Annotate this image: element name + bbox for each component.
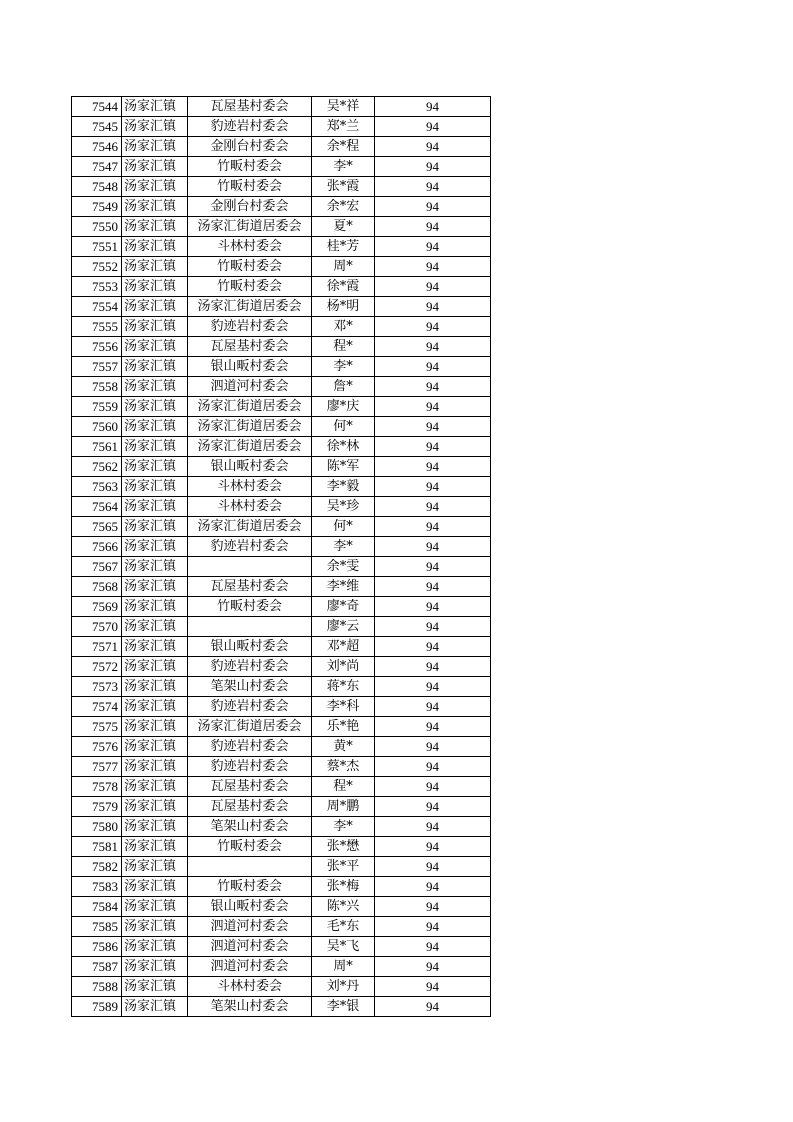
- table-row: [72, 297, 491, 317]
- table-row: [72, 377, 491, 397]
- town-cell: 汤家汇镇: [122, 477, 188, 497]
- town-cell: 汤家汇镇: [122, 357, 188, 377]
- name-cell: 廖*庆: [312, 397, 375, 417]
- table-body: [72, 97, 491, 1017]
- score-cell: 94: [375, 597, 491, 617]
- score-cell: 94: [375, 437, 491, 457]
- town-cell: 汤家汇镇: [122, 417, 188, 437]
- row-number-cell: 7565: [72, 517, 122, 537]
- score-cell: 94: [375, 117, 491, 137]
- town-cell: 汤家汇镇: [122, 277, 188, 297]
- table-row: [72, 177, 491, 197]
- name-cell: 廖*奇: [312, 597, 375, 617]
- row-number-cell: 7569: [72, 597, 122, 617]
- name-cell: 徐*林: [312, 437, 375, 457]
- name-cell: 余*雯: [312, 557, 375, 577]
- town-cell: 汤家汇镇: [122, 957, 188, 977]
- row-number-cell: 7572: [72, 657, 122, 677]
- row-number-cell: 7573: [72, 677, 122, 697]
- table-row: [72, 997, 491, 1017]
- name-cell: 余*程: [312, 137, 375, 157]
- name-cell: 周*鹏: [312, 797, 375, 817]
- town-cell: 汤家汇镇: [122, 317, 188, 337]
- table-row: [72, 957, 491, 977]
- name-cell: 何*: [312, 517, 375, 537]
- town-cell: 汤家汇镇: [122, 997, 188, 1017]
- score-cell: 94: [375, 517, 491, 537]
- town-cell: 汤家汇镇: [122, 377, 188, 397]
- name-cell: 毛*东: [312, 917, 375, 937]
- table-row: [72, 537, 491, 557]
- table-row: [72, 777, 491, 797]
- row-number-cell: 7585: [72, 917, 122, 937]
- name-cell: 夏*: [312, 217, 375, 237]
- committee-cell: 竹畈村委会: [188, 877, 312, 897]
- table-row: [72, 257, 491, 277]
- score-cell: 94: [375, 757, 491, 777]
- town-cell: 汤家汇镇: [122, 157, 188, 177]
- town-cell: 汤家汇镇: [122, 977, 188, 997]
- row-number-cell: 7589: [72, 997, 122, 1017]
- row-number-cell: 7554: [72, 297, 122, 317]
- row-number-cell: 7560: [72, 417, 122, 437]
- row-number-cell: 7552: [72, 257, 122, 277]
- committee-cell: 银山畈村委会: [188, 637, 312, 657]
- score-cell: 94: [375, 557, 491, 577]
- row-number-cell: 7580: [72, 817, 122, 837]
- town-cell: 汤家汇镇: [122, 657, 188, 677]
- score-cell: 94: [375, 537, 491, 557]
- table-row: [72, 197, 491, 217]
- score-cell: 94: [375, 137, 491, 157]
- committee-cell: 竹畈村委会: [188, 257, 312, 277]
- table-row: [72, 357, 491, 377]
- table-row: [72, 157, 491, 177]
- committee-cell: 金刚台村委会: [188, 197, 312, 217]
- row-number-cell: 7571: [72, 637, 122, 657]
- town-cell: 汤家汇镇: [122, 637, 188, 657]
- score-cell: 94: [375, 337, 491, 357]
- score-cell: 94: [375, 177, 491, 197]
- table-row: [72, 97, 491, 117]
- table-row: [72, 857, 491, 877]
- data-table: [71, 96, 491, 1017]
- committee-cell: 泗道河村委会: [188, 937, 312, 957]
- town-cell: 汤家汇镇: [122, 177, 188, 197]
- name-cell: 廖*云: [312, 617, 375, 637]
- town-cell: 汤家汇镇: [122, 737, 188, 757]
- row-number-cell: 7549: [72, 197, 122, 217]
- row-number-cell: 7584: [72, 897, 122, 917]
- committee-cell: 汤家汇街道居委会: [188, 717, 312, 737]
- row-number-cell: 7564: [72, 497, 122, 517]
- score-cell: 94: [375, 797, 491, 817]
- committee-cell: 瓦屋基村委会: [188, 577, 312, 597]
- town-cell: 汤家汇镇: [122, 97, 188, 117]
- table-row: [72, 457, 491, 477]
- name-cell: 郑*兰: [312, 117, 375, 137]
- name-cell: 李*银: [312, 997, 375, 1017]
- town-cell: 汤家汇镇: [122, 877, 188, 897]
- score-cell: 94: [375, 97, 491, 117]
- name-cell: 邓*超: [312, 637, 375, 657]
- name-cell: 陈*兴: [312, 897, 375, 917]
- committee-cell: 汤家汇街道居委会: [188, 417, 312, 437]
- town-cell: 汤家汇镇: [122, 617, 188, 637]
- town-cell: 汤家汇镇: [122, 857, 188, 877]
- score-cell: 94: [375, 217, 491, 237]
- table-row: [72, 717, 491, 737]
- committee-cell: 斗林村委会: [188, 477, 312, 497]
- name-cell: 乐*艳: [312, 717, 375, 737]
- table-row: [72, 117, 491, 137]
- committee-cell: 豹迹岩村委会: [188, 657, 312, 677]
- table-row: [72, 657, 491, 677]
- name-cell: 张*平: [312, 857, 375, 877]
- score-cell: 94: [375, 817, 491, 837]
- committee-cell: [188, 617, 312, 637]
- row-number-cell: 7544: [72, 97, 122, 117]
- row-number-cell: 7545: [72, 117, 122, 137]
- committee-cell: 泗道河村委会: [188, 957, 312, 977]
- score-cell: 94: [375, 637, 491, 657]
- town-cell: 汤家汇镇: [122, 437, 188, 457]
- committee-cell: 斗林村委会: [188, 497, 312, 517]
- committee-cell: 笔架山村委会: [188, 997, 312, 1017]
- row-number-cell: 7562: [72, 457, 122, 477]
- town-cell: 汤家汇镇: [122, 137, 188, 157]
- row-number-cell: 7587: [72, 957, 122, 977]
- row-number-cell: 7576: [72, 737, 122, 757]
- table-row: [72, 237, 491, 257]
- town-cell: 汤家汇镇: [122, 117, 188, 137]
- table-row: [72, 337, 491, 357]
- table-row: [72, 417, 491, 437]
- committee-cell: 银山畈村委会: [188, 457, 312, 477]
- committee-cell: 竹畈村委会: [188, 157, 312, 177]
- committee-cell: 汤家汇街道居委会: [188, 217, 312, 237]
- name-cell: 李*: [312, 157, 375, 177]
- name-cell: 蔡*杰: [312, 757, 375, 777]
- table-row: [72, 737, 491, 757]
- committee-cell: 瓦屋基村委会: [188, 337, 312, 357]
- score-cell: 94: [375, 737, 491, 757]
- table-row: [72, 697, 491, 717]
- score-cell: 94: [375, 157, 491, 177]
- name-cell: 陈*军: [312, 457, 375, 477]
- row-number-cell: 7546: [72, 137, 122, 157]
- score-cell: 94: [375, 657, 491, 677]
- name-cell: 桂*芳: [312, 237, 375, 257]
- row-number-cell: 7550: [72, 217, 122, 237]
- score-cell: 94: [375, 977, 491, 997]
- committee-cell: 汤家汇街道居委会: [188, 397, 312, 417]
- row-number-cell: 7567: [72, 557, 122, 577]
- score-cell: 94: [375, 837, 491, 857]
- score-cell: 94: [375, 577, 491, 597]
- table-row: [72, 837, 491, 857]
- table-row: [72, 977, 491, 997]
- row-number-cell: 7574: [72, 697, 122, 717]
- name-cell: 刘*尚: [312, 657, 375, 677]
- committee-cell: 银山畈村委会: [188, 897, 312, 917]
- name-cell: 黄*: [312, 737, 375, 757]
- score-cell: 94: [375, 477, 491, 497]
- name-cell: 徐*霞: [312, 277, 375, 297]
- town-cell: 汤家汇镇: [122, 237, 188, 257]
- committee-cell: 汤家汇街道居委会: [188, 437, 312, 457]
- score-cell: 94: [375, 357, 491, 377]
- name-cell: 周*: [312, 257, 375, 277]
- row-number-cell: 7581: [72, 837, 122, 857]
- row-number-cell: 7586: [72, 937, 122, 957]
- name-cell: 李*毅: [312, 477, 375, 497]
- score-cell: 94: [375, 957, 491, 977]
- table-row: [72, 937, 491, 957]
- table-row: [72, 437, 491, 457]
- name-cell: 程*: [312, 777, 375, 797]
- score-cell: 94: [375, 317, 491, 337]
- score-cell: 94: [375, 377, 491, 397]
- town-cell: 汤家汇镇: [122, 917, 188, 937]
- row-number-cell: 7557: [72, 357, 122, 377]
- score-cell: 94: [375, 237, 491, 257]
- score-cell: 94: [375, 297, 491, 317]
- score-cell: 94: [375, 697, 491, 717]
- name-cell: 张*懋: [312, 837, 375, 857]
- table-row: [72, 577, 491, 597]
- name-cell: 蒋*东: [312, 677, 375, 697]
- row-number-cell: 7551: [72, 237, 122, 257]
- town-cell: 汤家汇镇: [122, 537, 188, 557]
- score-cell: 94: [375, 417, 491, 437]
- row-number-cell: 7578: [72, 777, 122, 797]
- name-cell: 刘*丹: [312, 977, 375, 997]
- name-cell: 吴*飞: [312, 937, 375, 957]
- table-row: [72, 917, 491, 937]
- committee-cell: 竹畈村委会: [188, 837, 312, 857]
- name-cell: 李*维: [312, 577, 375, 597]
- committee-cell: 瓦屋基村委会: [188, 797, 312, 817]
- town-cell: 汤家汇镇: [122, 897, 188, 917]
- town-cell: 汤家汇镇: [122, 717, 188, 737]
- row-number-cell: 7548: [72, 177, 122, 197]
- score-cell: 94: [375, 777, 491, 797]
- row-number-cell: 7559: [72, 397, 122, 417]
- table-row: [72, 137, 491, 157]
- score-cell: 94: [375, 257, 491, 277]
- table-row: [72, 477, 491, 497]
- committee-cell: [188, 557, 312, 577]
- row-number-cell: 7570: [72, 617, 122, 637]
- table-row: [72, 817, 491, 837]
- committee-cell: 斗林村委会: [188, 977, 312, 997]
- table-row: [72, 877, 491, 897]
- name-cell: 李*: [312, 357, 375, 377]
- committee-cell: 豹迹岩村委会: [188, 757, 312, 777]
- score-cell: 94: [375, 497, 491, 517]
- town-cell: 汤家汇镇: [122, 797, 188, 817]
- committee-cell: 笔架山村委会: [188, 677, 312, 697]
- committee-cell: 汤家汇街道居委会: [188, 517, 312, 537]
- town-cell: 汤家汇镇: [122, 597, 188, 617]
- row-number-cell: 7553: [72, 277, 122, 297]
- table-row: [72, 797, 491, 817]
- name-cell: 何*: [312, 417, 375, 437]
- committee-cell: 金刚台村委会: [188, 137, 312, 157]
- name-cell: 周*: [312, 957, 375, 977]
- committee-cell: 笔架山村委会: [188, 817, 312, 837]
- row-number-cell: 7579: [72, 797, 122, 817]
- row-number-cell: 7582: [72, 857, 122, 877]
- committee-cell: 豹迹岩村委会: [188, 117, 312, 137]
- name-cell: 李*科: [312, 697, 375, 717]
- committee-cell: 斗林村委会: [188, 237, 312, 257]
- committee-cell: 豹迹岩村委会: [188, 697, 312, 717]
- score-cell: 94: [375, 277, 491, 297]
- row-number-cell: 7568: [72, 577, 122, 597]
- score-cell: 94: [375, 917, 491, 937]
- score-cell: 94: [375, 457, 491, 477]
- score-cell: 94: [375, 717, 491, 737]
- row-number-cell: 7577: [72, 757, 122, 777]
- town-cell: 汤家汇镇: [122, 677, 188, 697]
- committee-cell: 银山畈村委会: [188, 357, 312, 377]
- town-cell: 汤家汇镇: [122, 557, 188, 577]
- table-row: [72, 557, 491, 577]
- table-row: [72, 277, 491, 297]
- name-cell: 程*: [312, 337, 375, 357]
- table-row: [72, 597, 491, 617]
- town-cell: 汤家汇镇: [122, 757, 188, 777]
- town-cell: 汤家汇镇: [122, 837, 188, 857]
- town-cell: 汤家汇镇: [122, 397, 188, 417]
- table-row: [72, 217, 491, 237]
- score-cell: 94: [375, 877, 491, 897]
- name-cell: 张*霞: [312, 177, 375, 197]
- name-cell: 邓*: [312, 317, 375, 337]
- committee-cell: 泗道河村委会: [188, 377, 312, 397]
- name-cell: 张*梅: [312, 877, 375, 897]
- score-cell: 94: [375, 197, 491, 217]
- committee-cell: 豹迹岩村委会: [188, 317, 312, 337]
- table-row: [72, 757, 491, 777]
- committee-cell: 竹畈村委会: [188, 277, 312, 297]
- town-cell: 汤家汇镇: [122, 297, 188, 317]
- row-number-cell: 7555: [72, 317, 122, 337]
- town-cell: 汤家汇镇: [122, 777, 188, 797]
- name-cell: 吴*珍: [312, 497, 375, 517]
- town-cell: 汤家汇镇: [122, 337, 188, 357]
- row-number-cell: 7547: [72, 157, 122, 177]
- row-number-cell: 7563: [72, 477, 122, 497]
- table-row: [72, 617, 491, 637]
- town-cell: 汤家汇镇: [122, 577, 188, 597]
- row-number-cell: 7558: [72, 377, 122, 397]
- committee-cell: 豹迹岩村委会: [188, 737, 312, 757]
- row-number-cell: 7583: [72, 877, 122, 897]
- committee-cell: 瓦屋基村委会: [188, 777, 312, 797]
- town-cell: 汤家汇镇: [122, 197, 188, 217]
- committee-cell: 竹畈村委会: [188, 597, 312, 617]
- table-row: [72, 677, 491, 697]
- committee-cell: 竹畈村委会: [188, 177, 312, 197]
- table-row: [72, 397, 491, 417]
- town-cell: 汤家汇镇: [122, 937, 188, 957]
- row-number-cell: 7566: [72, 537, 122, 557]
- score-cell: 94: [375, 617, 491, 637]
- town-cell: 汤家汇镇: [122, 257, 188, 277]
- table-row: [72, 897, 491, 917]
- row-number-cell: 7588: [72, 977, 122, 997]
- name-cell: 李*: [312, 817, 375, 837]
- table-row: [72, 517, 491, 537]
- score-cell: 94: [375, 677, 491, 697]
- name-cell: 吴*祥: [312, 97, 375, 117]
- committee-cell: [188, 857, 312, 877]
- name-cell: 詹*: [312, 377, 375, 397]
- row-number-cell: 7575: [72, 717, 122, 737]
- name-cell: 杨*明: [312, 297, 375, 317]
- name-cell: 余*宏: [312, 197, 375, 217]
- committee-cell: 汤家汇街道居委会: [188, 297, 312, 317]
- committee-cell: 泗道河村委会: [188, 917, 312, 937]
- row-number-cell: 7556: [72, 337, 122, 357]
- town-cell: 汤家汇镇: [122, 517, 188, 537]
- town-cell: 汤家汇镇: [122, 457, 188, 477]
- score-cell: 94: [375, 897, 491, 917]
- town-cell: 汤家汇镇: [122, 217, 188, 237]
- score-cell: 94: [375, 857, 491, 877]
- score-cell: 94: [375, 937, 491, 957]
- name-cell: 李*: [312, 537, 375, 557]
- committee-cell: 瓦屋基村委会: [188, 97, 312, 117]
- town-cell: 汤家汇镇: [122, 817, 188, 837]
- table-row: [72, 317, 491, 337]
- score-cell: 94: [375, 397, 491, 417]
- town-cell: 汤家汇镇: [122, 697, 188, 717]
- town-cell: 汤家汇镇: [122, 497, 188, 517]
- table-row: [72, 497, 491, 517]
- score-cell: 94: [375, 997, 491, 1017]
- committee-cell: 豹迹岩村委会: [188, 537, 312, 557]
- table-row: [72, 637, 491, 657]
- row-number-cell: 7561: [72, 437, 122, 457]
